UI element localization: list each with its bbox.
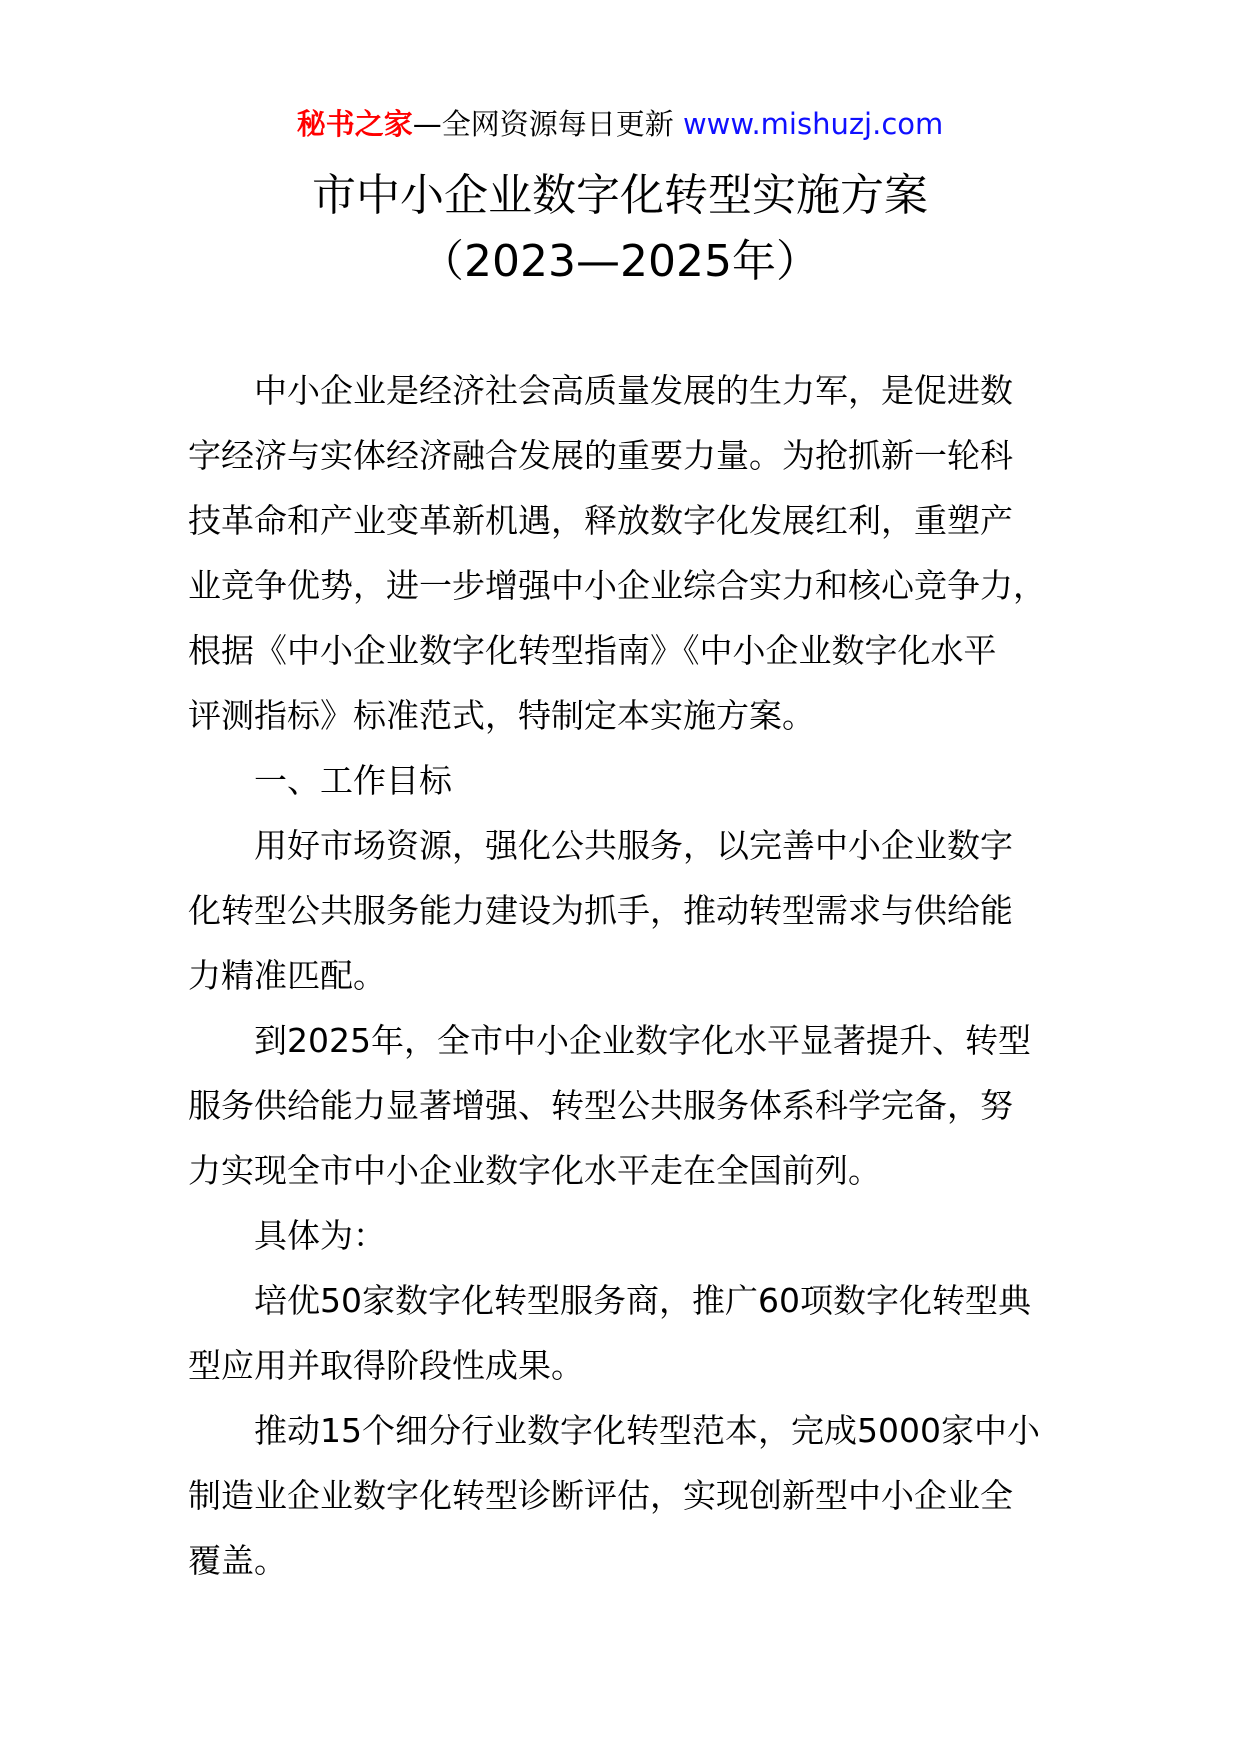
paragraph-line: 业竞争优势，进一步增强中小企业综合实力和核心竞争力， (188, 566, 1046, 605)
paragraph-line: 覆盖。 (188, 1541, 287, 1580)
paragraph-line: 推动15个细分行业数字化转型范本，完成5000家中小 (254, 1411, 1040, 1450)
site-url-link[interactable]: www.mishuzj.com (682, 107, 944, 141)
site-header (0, 104, 1240, 144)
brand-name: 秘书之家 (296, 107, 413, 141)
document-subtitle: （2023—2025年） (420, 236, 820, 287)
document-body (188, 358, 1050, 1593)
paragraph (188, 358, 1050, 748)
paragraph-line: 中小企业是经济社会高质量发展的生力军，是促进数 (254, 371, 1013, 410)
header-tagline: —全网资源每日更新 (412, 107, 674, 141)
document-title: 市中小企业数字化转型实施方案 (312, 170, 928, 221)
paragraph-line: 用好市场资源，强化公共服务，以完善中小企业数字 (254, 826, 1013, 865)
paragraph (188, 1203, 1050, 1268)
paragraph-line: 力实现全市中小企业数字化水平走在全国前列。 (188, 1151, 881, 1190)
paragraph-line: 制造业企业数字化转型诊断评估，实现创新型中小企业全 (188, 1476, 1013, 1515)
paragraph (188, 813, 1050, 1008)
paragraph-line: 评测指标》标准范式，特制定本实施方案。 (188, 696, 815, 735)
paragraph-line: 技革命和产业变革新机遇，释放数字化发展红利，重塑产 (188, 501, 1013, 540)
paragraph-line: 根据《中小企业数字化转型指南》《中小企业数字化水平 (188, 631, 997, 670)
paragraph-line: 培优50家数字化转型服务商，推广60项数字化转型典 (254, 1281, 1031, 1320)
section-heading-text: 一、工作目标 (254, 761, 452, 800)
paragraph-line: 化转型公共服务能力建设为抓手，推动转型需求与供给能 (188, 891, 1013, 930)
paragraph-line: 型应用并取得阶段性成果。 (188, 1346, 584, 1385)
paragraph (188, 1268, 1050, 1398)
paragraph-line: 服务供给能力显著增强、转型公共服务体系科学完备，努 (188, 1086, 1013, 1125)
paragraph (188, 1398, 1050, 1593)
section-heading (188, 748, 1050, 813)
paragraph-line: 力精准匹配。 (188, 956, 386, 995)
paragraph-line: 到2025年，全市中小企业数字化水平显著提升、转型 (254, 1021, 1031, 1060)
paragraph-line: 字经济与实体经济融合发展的重要力量。为抢抓新一轮科 (188, 436, 1013, 475)
paragraph (188, 1008, 1050, 1203)
paragraph-line: 具体为： (254, 1216, 386, 1255)
